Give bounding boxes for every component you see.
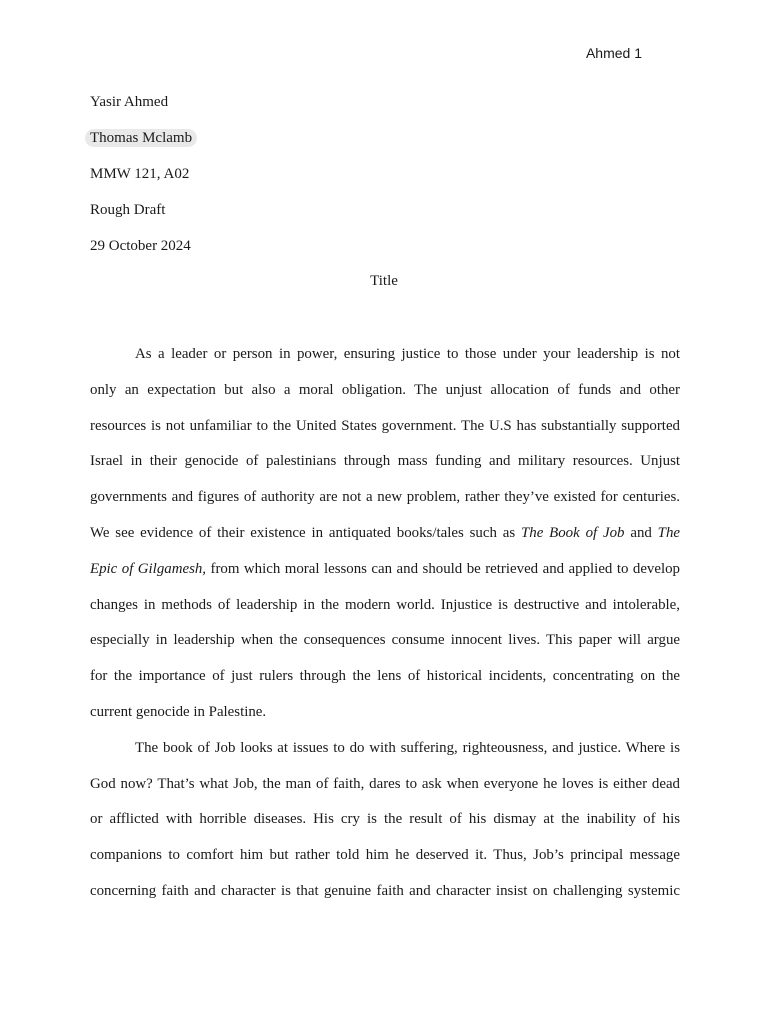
text-line <box>90 738 680 774</box>
text-line <box>90 595 680 631</box>
instructor-name <box>90 128 197 164</box>
text-run: especially in leadership when the consequences consume innocent lives. This paper will argue <box>90 632 680 649</box>
text-line <box>90 702 680 738</box>
assignment-name: Rough Draft <box>90 202 166 218</box>
text-line <box>90 416 680 452</box>
text-run: concerning faith and character is that genuine faith and character insist on challenging systemic <box>90 882 680 899</box>
paragraph <box>90 738 680 917</box>
text-run: Israel in their genocide of palestinians through mass funding and military resources. Unjust <box>90 453 680 470</box>
paper-date: 29 October 2024 <box>90 238 191 254</box>
text-run: and <box>624 524 658 541</box>
text-line <box>90 809 680 845</box>
text-line <box>90 344 680 380</box>
italic-title: The Book of Job <box>520 524 625 541</box>
text-run: companions to comfort him but rather told him he deserved it. Thus, Job’s principal message <box>90 847 680 864</box>
instructor-highlight[interactable]: Thomas Mclamb <box>85 129 197 147</box>
course-name: MMW 121, A02 <box>90 166 190 182</box>
text-line <box>90 380 680 416</box>
text-run: from which moral lessons can and should be retrieved and applied to develop <box>206 560 680 577</box>
paper-body <box>90 344 680 917</box>
text-run: changes in methods of leadership in the modern world. Injustice is destructive and intolerable, <box>90 596 680 613</box>
text-line <box>90 630 680 666</box>
italic-title: Epic of Gilgamesh, <box>90 560 207 577</box>
paper-title: Title <box>370 273 398 289</box>
text-run: governments and figures of authority are not a new problem, rather they’ve existed for centuries. <box>90 489 680 506</box>
text-line <box>90 666 680 702</box>
text-run: current genocide in Palestine. <box>90 703 267 720</box>
text-line <box>90 559 680 595</box>
text-line <box>90 774 680 810</box>
text-line <box>90 523 680 559</box>
text-line <box>90 451 680 487</box>
text-line <box>90 487 680 523</box>
italic-title: The <box>657 524 680 541</box>
text-run: for the importance of just rulers through the lens of historical incidents, concentrating on the <box>90 668 680 685</box>
text-run: The book of Job looks at issues to do with suffering, righteousness, and justice. Where is <box>135 739 680 756</box>
author-name: Yasir Ahmed <box>90 94 169 110</box>
text-run: God now? That’s what Job, the man of faith, dares to ask when everyone he loves is either dead <box>90 775 680 792</box>
text-run: or afflicted with horrible diseases. His cry is the result of his dismay at the inability of his <box>90 811 680 828</box>
mla-header <box>90 92 197 272</box>
text-line <box>90 881 680 917</box>
text-line <box>90 845 680 881</box>
text-run: resources is not unfamiliar to the United States government. The U.S has substantially supported <box>90 417 680 434</box>
paragraph <box>90 344 680 738</box>
text-run: only an expectation but also a moral obligation. The unjust allocation of funds and other <box>90 381 680 398</box>
text-run: As a leader or person in power, ensuring justice to those under your leadership is not <box>135 346 680 362</box>
text-run: We see evidence of their existence in antiquated books/tales such as <box>90 524 521 541</box>
running-head: Ahmed 1 <box>585 45 642 61</box>
